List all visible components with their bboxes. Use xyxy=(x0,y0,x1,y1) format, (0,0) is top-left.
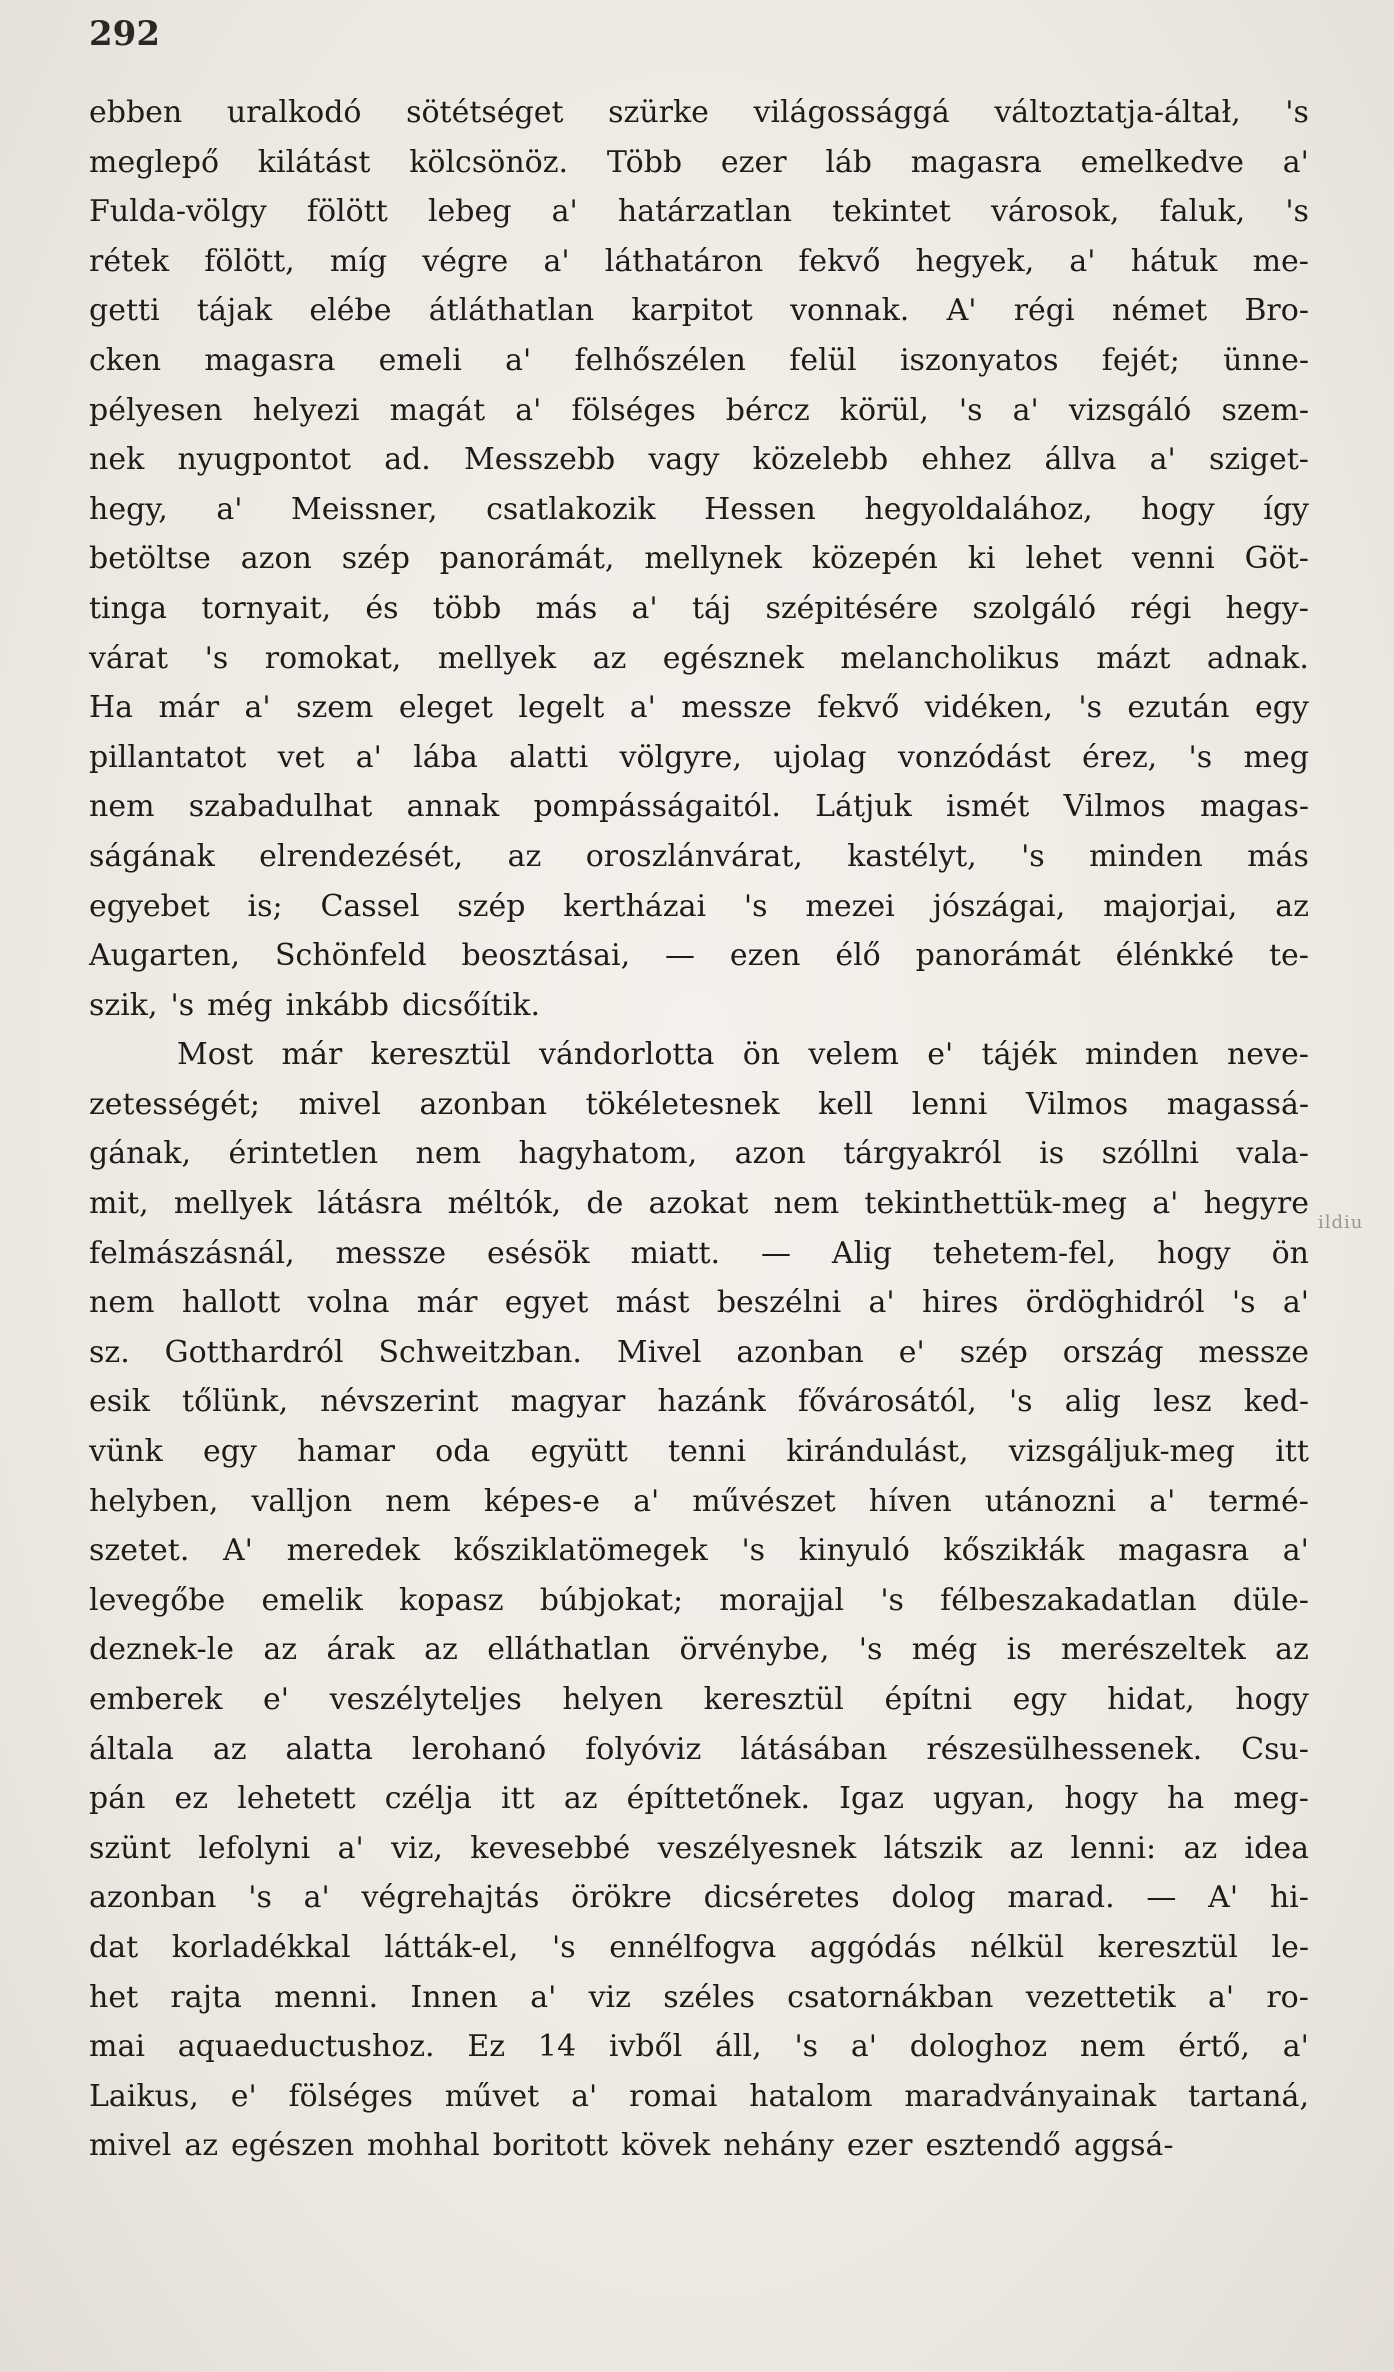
text-line: várat 's romokat, mellyek az egésznek melancholikus mázt adnak. xyxy=(89,640,1309,676)
text-line: emberek e' veszélyteljes helyen keresztül építni egy hidat, hogy xyxy=(89,1682,1309,1717)
text-line: felmászásnál, messze esésök miatt. — Alig tehetem-fel, hogy ön xyxy=(89,1235,1309,1271)
text-line: Laikus, e' fölséges művet a' romai hatalom maradványainak tartaná, xyxy=(89,2078,1309,2114)
text-line: egyebet is; Cassel szép kertházai 's mezei jószágai, majorjai, az xyxy=(89,888,1309,924)
text-line: meglepő kilátást kölcsönöz. Több ezer láb magasra emelkedve a' xyxy=(89,144,1309,180)
text-line: tinga tornyait, és több más a' táj szépitésére szolgáló régi hegy- xyxy=(89,590,1309,626)
text-line: Fulda-völgy fölött lebeg a' határzatlan tekintet városok, faluk, 's xyxy=(89,194,1309,230)
text-line: levegőbe emelik kopasz búbjokat; morajjal 's félbeszakadatlan düle- xyxy=(89,1582,1309,1618)
text-line: deznek-le az árak az elláthatlan örvénybe, 's még is merészeltek az xyxy=(89,1632,1309,1668)
text-line: ságának elrendezését, az oroszlánvárat, kastélyt, 's minden más xyxy=(89,838,1309,874)
text-line: betöltse azon szép panorámát, mellynek közepén ki lehet venni Göt- xyxy=(89,541,1309,577)
text-line: ebben uralkodó sötétséget szürke világossággá változtatja-áltał, 's xyxy=(89,95,1309,130)
text-line: mit, mellyek látásra méltók, de azokat nem tekinthettük-meg a' hegyre xyxy=(89,1186,1309,1222)
text-line: általa az alatta lerohanó folyóviz látásában részesülhessenek. Csu- xyxy=(89,1731,1309,1767)
text-line: szik, 's még inkább dicsőítik. xyxy=(89,987,540,1023)
text-line: rétek fölött, míg végre a' láthatáron fekvő hegyek, a' hátuk me- xyxy=(89,243,1309,279)
margin-bleed-text: ildiu xyxy=(1318,1212,1364,1233)
text-line: zetességét; mivel azonban tökéletesnek kell lenni Vilmos magassá- xyxy=(89,1086,1309,1122)
text-line: szünt lefolyni a' viz, kevesebbé veszélyesnek látszik az lenni: az idea xyxy=(89,1830,1309,1866)
text-line: pélyesen helyezi magát a' fölséges bércz körül, 's a' vizsgáló szem- xyxy=(89,392,1309,428)
text-line: helyben, valljon nem képes-e a' művészet híven utánozni a' termé- xyxy=(89,1483,1309,1519)
text-line: het rajta menni. Innen a' viz széles csatornákban vezettetik a' ro- xyxy=(89,1979,1309,2015)
text-line: nem szabadulhat annak pompásságaitól. Látjuk ismét Vilmos magas- xyxy=(89,789,1309,825)
text-line: vünk egy hamar oda együtt tenni kirándulást, vizsgáljuk-meg itt xyxy=(89,1434,1309,1470)
text-line: gának, érintetlen nem hagyhatom, azon tárgyakról is szóllni vala- xyxy=(89,1136,1309,1172)
text-line: nek nyugpontot ad. Messzebb vagy közelebb ehhez állva a' sziget- xyxy=(89,442,1309,478)
text-line: Ha már a' szem eleget legelt a' messze fekvő vidéken, 's ezután egy xyxy=(89,690,1309,726)
page-number: 292 xyxy=(89,14,160,54)
text-line: Most már keresztül vándorlotta ön velem e' tájék minden neve- xyxy=(177,1037,1309,1073)
text-line: azonban 's a' végrehajtás örökre dicséretes dolog marad. — A' hi- xyxy=(89,1880,1309,1916)
text-line: hegy, a' Meissner, csatlakozik Hessen hegyoldalához, hogy így xyxy=(89,491,1309,527)
text-line: mivel az egészen mohhal boritott kövek nehány ezer esztendő aggsá- xyxy=(89,2128,1174,2164)
text-line: pán ez lehetett czélja itt az építtetőnek. Igaz ugyan, hogy ha meg- xyxy=(89,1781,1309,1817)
text-line: nem hallott volna már egyet mást beszélni a' hires ördöghidról 's a' xyxy=(89,1285,1309,1321)
text-line: sz. Gotthardról Schweitzban. Mivel azonban e' szép ország messze xyxy=(89,1334,1309,1370)
text-line: cken magasra emeli a' felhőszélen felül iszonyatos fejét; ünne- xyxy=(89,342,1309,378)
text-line: dat korladékkal látták-el, 's ennélfogva aggódás nélkül keresztül le- xyxy=(89,1929,1309,1965)
body-text xyxy=(89,88,1309,2171)
text-line: pillantatot vet a' lába alatti völgyre, ujolag vonzódást érez, 's meg xyxy=(89,739,1309,775)
text-line: getti tájak elébe átláthatlan karpitot vonnak. A' régi német Bro- xyxy=(89,293,1309,329)
text-line: szetet. A' meredek kősziklatömegek 's kinyuló kőszikłák magasra a' xyxy=(89,1533,1309,1569)
text-line: esik tőlünk, névszerint magyar hazánk fővárosától, 's alig lesz ked- xyxy=(89,1384,1309,1420)
text-line: Augarten, Schönfeld beosztásai, — ezen élő panorámát élénkké te- xyxy=(89,938,1309,974)
text-line: mai aquaeductushoz. Ez 14 ivből áll, 's a' dologhoz nem értő, a' xyxy=(89,2029,1309,2065)
